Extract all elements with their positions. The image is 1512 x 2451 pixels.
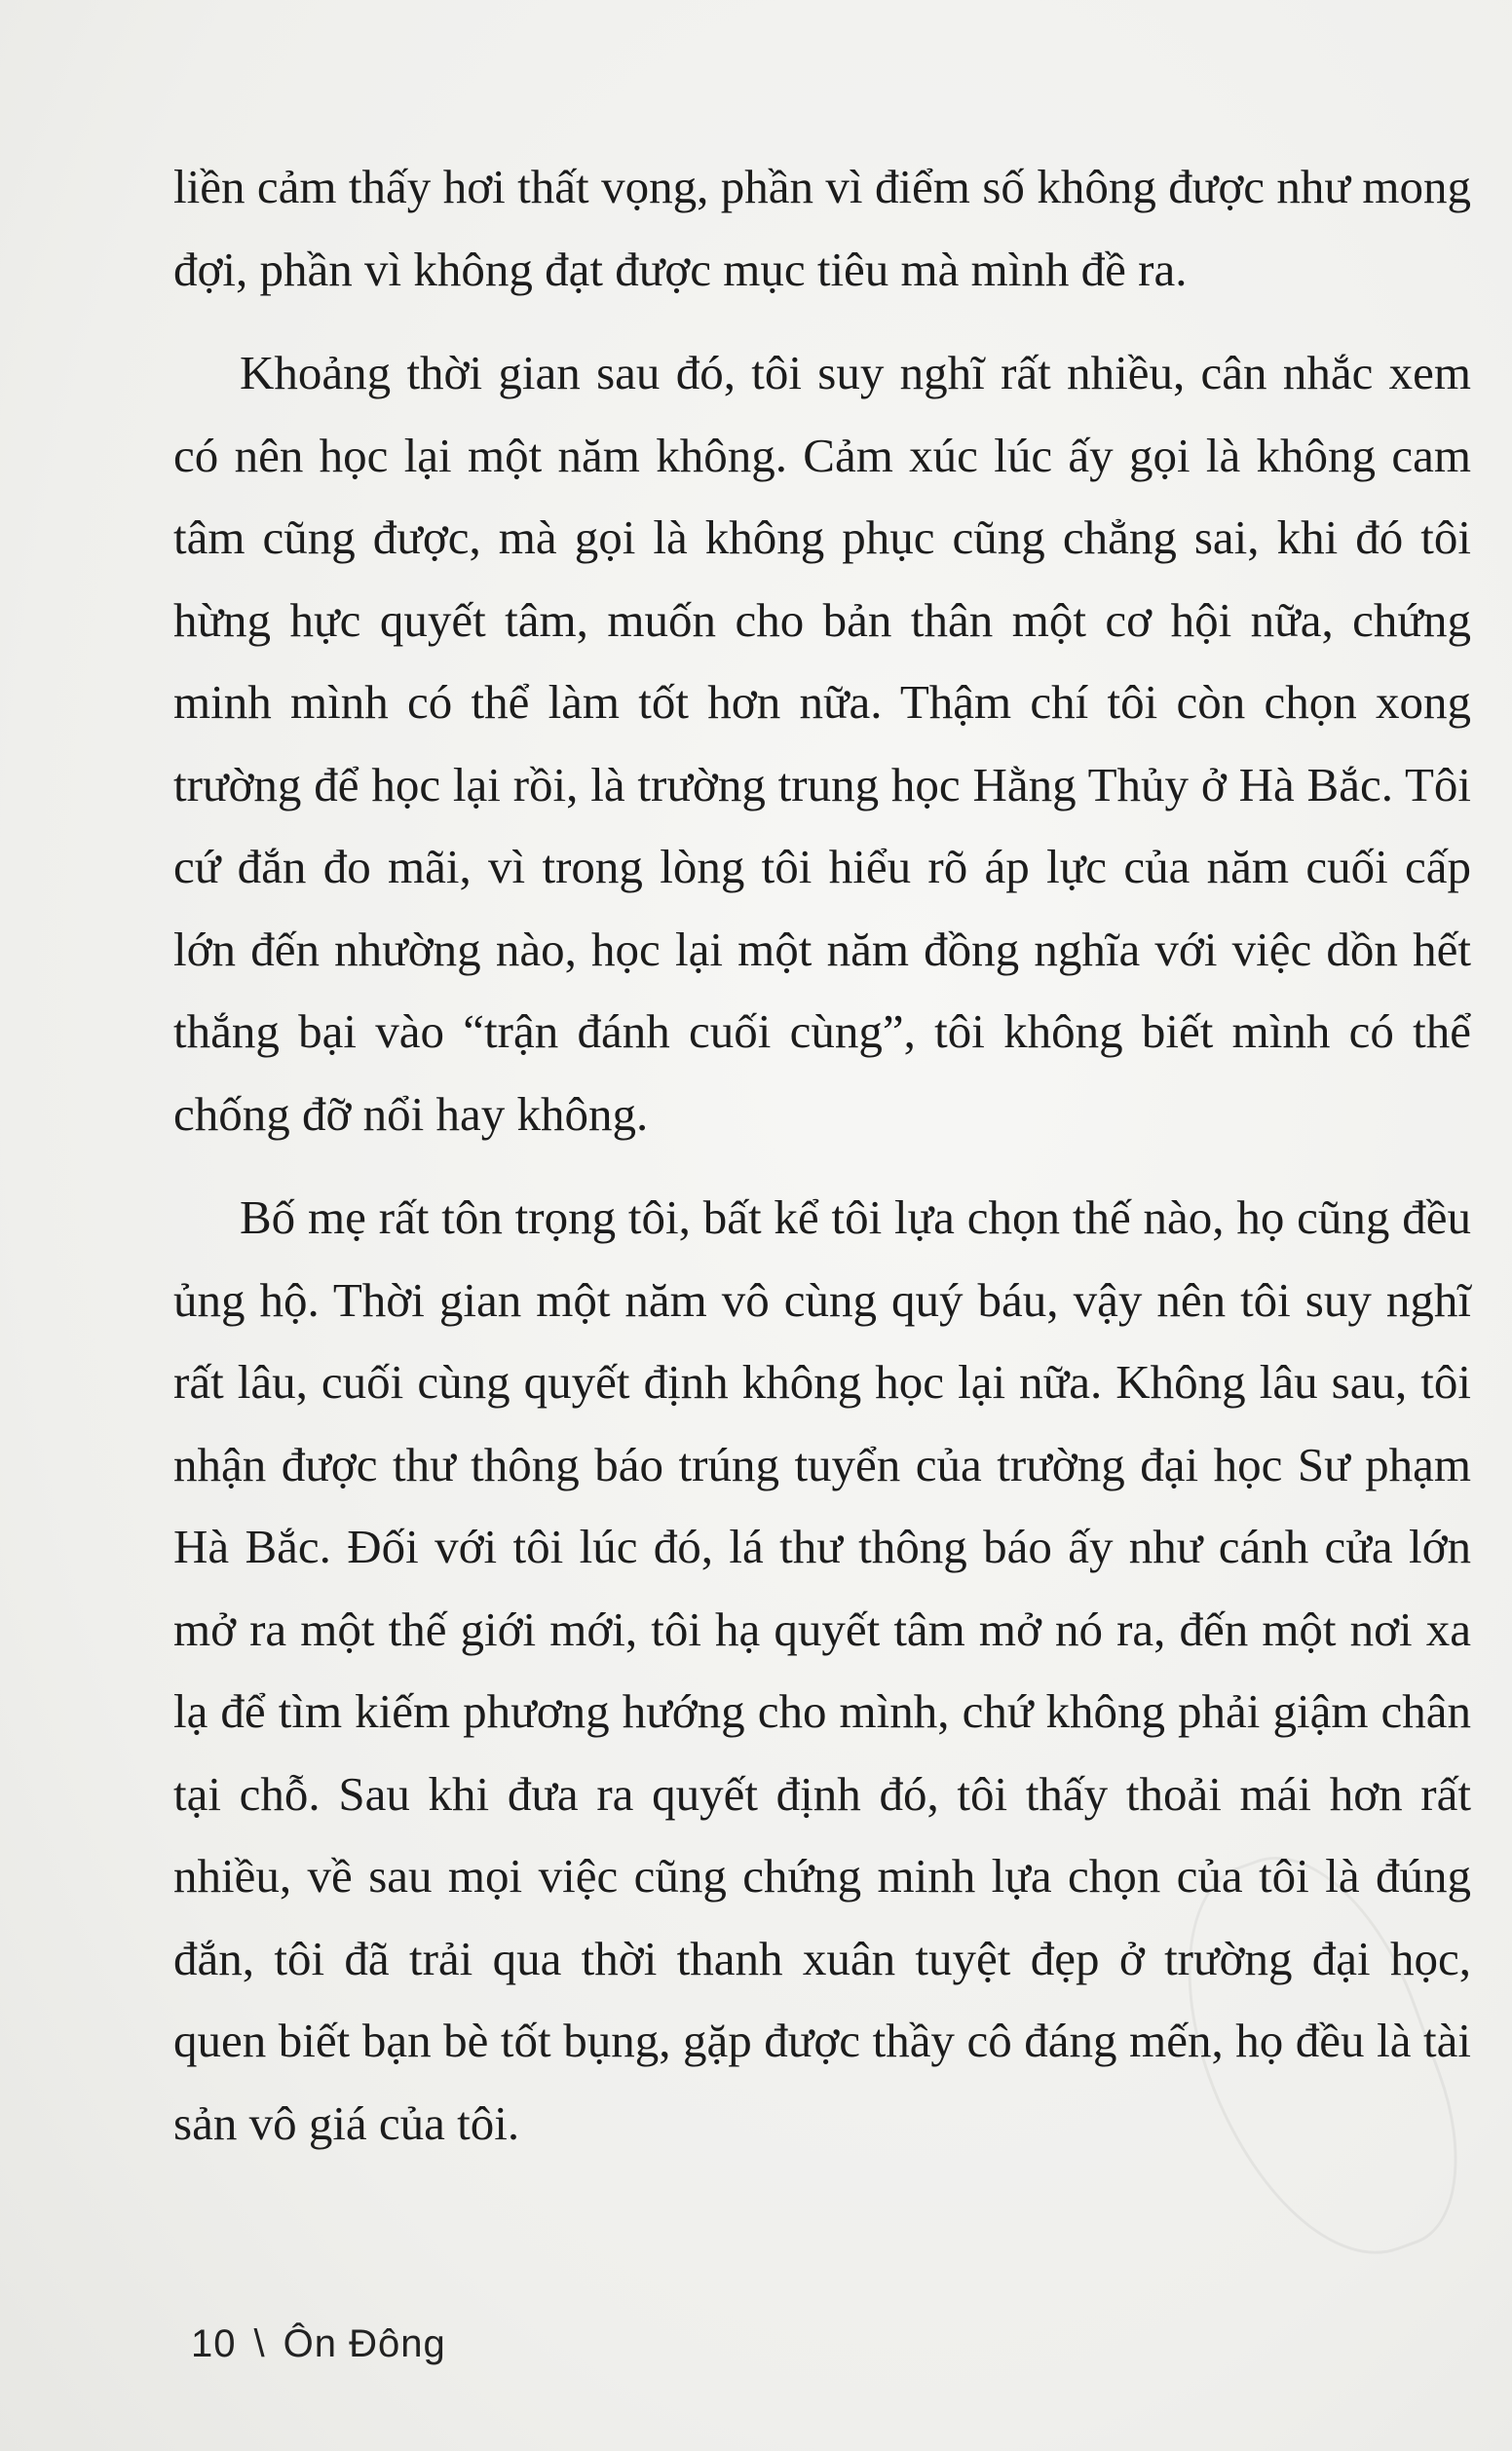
author-name: Ôn Đông <box>283 2322 446 2365</box>
paragraph-2: Khoảng thời gian sau đó, tôi suy nghĩ rất nhiều, cân nhắc xem có nên học lại một năm không. Cảm xúc lúc ấy gọi là không cam tâm cũng được, mà gọi là không phục cũng chẳng sai, khi đó tôi hừng hực quyết tâm, muốn cho bản thân một cơ hội nữa, chứng minh mình có thể làm tốt hơn nữa. Thậm chí tôi còn chọn xong trường để học lại rồi, là trường trung học Hằng Thủy ở Hà Bắc. Tôi cứ đắn đo mãi, vì trong lòng tôi hiểu rõ áp lực của năm cuối cấp lớn đến nhường nào, học lại một năm đồng nghĩa với việc dồn hết thắng bại vào “trận đánh cuối cùng”, tôi không biết mình có thể chống đỡ nổi hay không. <box>173 346 1471 1141</box>
body-text <box>173 146 1471 2165</box>
page-number: 10 <box>191 2322 237 2365</box>
paragraph-3: Bố mẹ rất tôn trọng tôi, bất kể tôi lựa chọn thế nào, họ cũng đều ủng hộ. Thời gian một năm vô cùng quý báu, vậy nên tôi suy nghĩ rất lâu, cuối cùng quyết định không học lại nữa. Không lâu sau, tôi nhận được thư thông báo trúng tuyển của trường đại học Sư phạm Hà Bắc. Đối với tôi lúc đó, lá thư thông báo ấy như cánh cửa lớn mở ra một thế giới mới, tôi hạ quyết tâm mở nó ra, đến một nơi xa lạ để tìm kiếm phương hướng cho mình, chứ không phải giậm chân tại chỗ. Sau khi đưa ra quyết định đó, tôi thấy thoải mái hơn rất nhiều, về sau mọi việc cũng chứng minh lựa chọn của tôi là đúng đắn, tôi đã trải qua thời thanh xuân tuyệt đẹp ở trường đại học, quen biết bạn bè tốt bụng, gặp được thầy cô đáng mến, họ đều là tài sản vô giá của tôi. <box>173 1190 1471 2150</box>
footer-separator: \ <box>253 2322 266 2365</box>
paragraph-1: liền cảm thấy hơi thất vọng, phần vì điểm số không được như mong đợi, phần vì không đạt được mục tiêu mà mình đề ra. <box>173 160 1471 296</box>
page-footer <box>191 2322 446 2366</box>
